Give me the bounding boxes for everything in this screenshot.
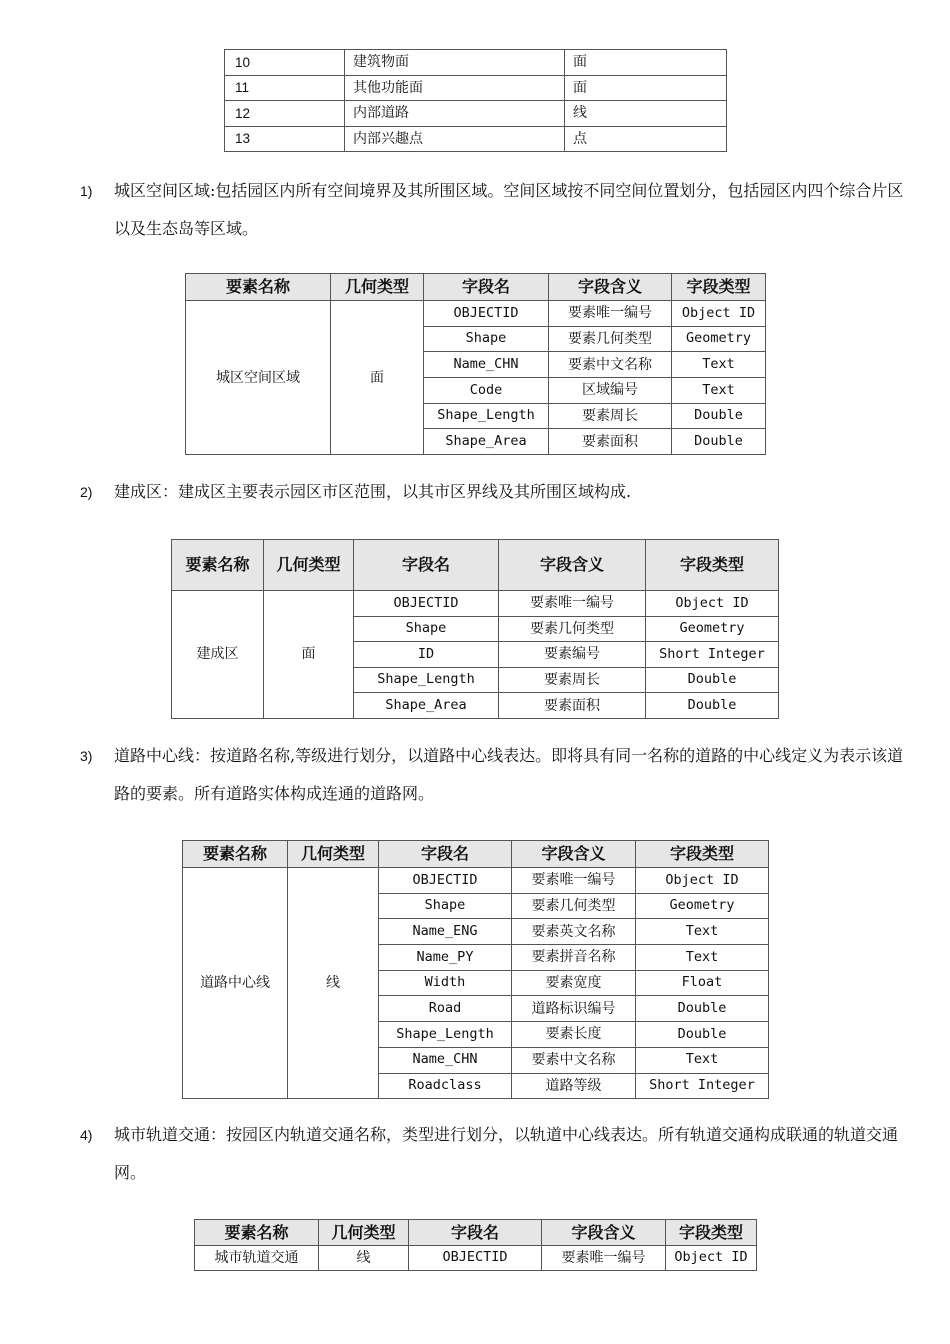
field-type-cell: Double: [646, 693, 779, 719]
field-type-cell: Short Integer: [636, 1073, 769, 1099]
feature-name: 内部兴趣点: [345, 126, 565, 152]
table-row: [186, 301, 766, 327]
field-meaning-cell: 要素编号: [499, 642, 646, 668]
field-name-cell: Shape_Length: [354, 667, 499, 693]
field-name-cell: Code: [424, 378, 549, 404]
header-field-type: 字段类型: [646, 540, 779, 591]
field-type-cell: Text: [636, 1047, 769, 1073]
feature-name: 其他功能面: [345, 75, 565, 101]
section-text: 建成区：建成区主要表示园区市区范围，以其市区界线及其所围区域构成.: [114, 482, 632, 501]
field-type-cell: Text: [672, 352, 766, 378]
field-name-cell: Shape: [424, 326, 549, 352]
field-type-cell: Text: [672, 378, 766, 404]
field-type-cell: Object ID: [666, 1246, 757, 1271]
header-row: [186, 274, 766, 301]
schema-table-3: [182, 840, 769, 1099]
header-geometry-type: 几何类型: [288, 841, 379, 868]
table-row: [225, 126, 727, 152]
geometry-type: 线: [565, 101, 727, 127]
header-feature-name: 要素名称: [183, 841, 288, 868]
header-feature-name: 要素名称: [186, 274, 331, 301]
header-geometry-type: 几何类型: [319, 1220, 409, 1246]
feature-name: 建筑物面: [345, 50, 565, 76]
header-field-name: 字段名: [379, 841, 512, 868]
field-type-cell: Text: [636, 919, 769, 945]
field-name-cell: Width: [379, 970, 512, 996]
field-meaning-cell: 要素唯一编号: [512, 868, 636, 894]
header-field-type: 字段类型: [636, 841, 769, 868]
header-field-meaning: 字段含义: [512, 841, 636, 868]
geometry-type-cell: 面: [264, 591, 354, 719]
field-type-cell: Object ID: [636, 868, 769, 894]
header-field-type: 字段类型: [666, 1220, 757, 1246]
header-geometry-type: 几何类型: [331, 274, 424, 301]
header-feature-name: 要素名称: [195, 1220, 319, 1246]
schema-table-4: [194, 1219, 757, 1271]
table-row: [195, 1246, 757, 1271]
schema-table-2: [171, 539, 779, 719]
row-index: 11: [225, 75, 345, 101]
field-name-cell: Name_CHN: [424, 352, 549, 378]
field-type-cell: Double: [636, 996, 769, 1022]
field-name-cell: Shape_Length: [424, 403, 549, 429]
field-name-cell: Name_PY: [379, 945, 512, 971]
feature-name: 内部道路: [345, 101, 565, 127]
section-number: 3): [80, 748, 93, 764]
section-text: 城区空间区域:包括园区内所有空间境界及其所围区域。空间区域按不同空间位置划分，包括园区内四个综合片区以及生态岛等区域。: [114, 181, 904, 238]
schema-body: [195, 1246, 757, 1271]
header-row: [183, 841, 769, 868]
schema-body: [172, 591, 779, 719]
schema-body: [183, 868, 769, 1099]
field-name-cell: Shape: [354, 616, 499, 642]
field-type-cell: Double: [672, 403, 766, 429]
section-text: 城市轨道交通：按园区内轨道交通名称，类型进行划分，以轨道中心线表达。所有轨道交通构成联通的轨道交通网。: [114, 1125, 899, 1182]
field-name-cell: Shape_Area: [424, 429, 549, 455]
field-meaning-cell: 要素几何类型: [549, 326, 672, 352]
field-name-cell: Name_ENG: [379, 919, 512, 945]
feature-name-cell: 道路中心线: [183, 868, 288, 1099]
header-field-name: 字段名: [354, 540, 499, 591]
field-type-cell: Object ID: [672, 301, 766, 327]
header-field-meaning: 字段含义: [549, 274, 672, 301]
header-feature-name: 要素名称: [172, 540, 264, 591]
field-meaning-cell: 区域编号: [549, 378, 672, 404]
feature-name-cell: 城市轨道交通: [195, 1246, 319, 1271]
field-name-cell: OBJECTID: [354, 591, 499, 617]
header-field-meaning: 字段含义: [499, 540, 646, 591]
field-name-cell: OBJECTID: [424, 301, 549, 327]
section-number: 4): [80, 1127, 93, 1143]
field-type-cell: Geometry: [646, 616, 779, 642]
field-type-cell: Short Integer: [646, 642, 779, 668]
field-name-cell: OBJECTID: [409, 1246, 542, 1271]
header-field-meaning: 字段含义: [542, 1220, 666, 1246]
section-number: 2): [80, 484, 93, 500]
feature-name-cell: 建成区: [172, 591, 264, 719]
geometry-type-cell: 线: [319, 1246, 409, 1271]
row-index: 10: [225, 50, 345, 76]
geometry-type: 面: [565, 75, 727, 101]
schema-table-1: [185, 273, 766, 455]
geometry-type-cell: 面: [331, 301, 424, 455]
header-field-name: 字段名: [409, 1220, 542, 1246]
header-field-type: 字段类型: [672, 274, 766, 301]
field-name-cell: Shape_Area: [354, 693, 499, 719]
field-meaning-cell: 要素几何类型: [499, 616, 646, 642]
header-field-name: 字段名: [424, 274, 549, 301]
row-index: 12: [225, 101, 345, 127]
field-meaning-cell: 道路标识编号: [512, 996, 636, 1022]
field-name-cell: Name_CHN: [379, 1047, 512, 1073]
field-meaning-cell: 要素中文名称: [512, 1047, 636, 1073]
feature-list-table: [224, 49, 727, 152]
field-meaning-cell: 要素面积: [549, 429, 672, 455]
table-row: [183, 868, 769, 894]
table-row: [172, 591, 779, 617]
field-meaning-cell: 要素英文名称: [512, 919, 636, 945]
geometry-type: 面: [565, 50, 727, 76]
field-meaning-cell: 要素拼音名称: [512, 945, 636, 971]
field-type-cell: Geometry: [672, 326, 766, 352]
table-row: [225, 50, 727, 76]
field-meaning-cell: 要素周长: [499, 667, 646, 693]
geometry-type-cell: 线: [288, 868, 379, 1099]
field-meaning-cell: 要素唯一编号: [499, 591, 646, 617]
geometry-type: 点: [565, 126, 727, 152]
feature-list-body: [225, 50, 727, 152]
header-row: [195, 1220, 757, 1246]
field-name-cell: Shape_Length: [379, 1022, 512, 1048]
field-meaning-cell: 要素唯一编号: [542, 1246, 666, 1271]
field-name-cell: Shape: [379, 893, 512, 919]
field-type-cell: Geometry: [636, 893, 769, 919]
header-row: [172, 540, 779, 591]
table-row: [225, 101, 727, 127]
header-geometry-type: 几何类型: [264, 540, 354, 591]
field-name-cell: OBJECTID: [379, 868, 512, 894]
field-meaning-cell: 要素宽度: [512, 970, 636, 996]
field-meaning-cell: 要素面积: [499, 693, 646, 719]
field-type-cell: Double: [672, 429, 766, 455]
field-type-cell: Double: [646, 667, 779, 693]
field-meaning-cell: 要素周长: [549, 403, 672, 429]
field-meaning-cell: 道路等级: [512, 1073, 636, 1099]
section-number: 1): [80, 183, 93, 199]
table-row: [225, 75, 727, 101]
field-name-cell: Road: [379, 996, 512, 1022]
feature-name-cell: 城区空间区域: [186, 301, 331, 455]
field-type-cell: Double: [636, 1022, 769, 1048]
row-index: 13: [225, 126, 345, 152]
schema-body: [186, 301, 766, 455]
field-name-cell: ID: [354, 642, 499, 668]
section-text: 道路中心线：按道路名称,等级进行划分，以道路中心线表达。即将具有同一名称的道路的中心线定义为表示该道路的要素。所有道路实体构成连通的道路网。: [114, 746, 904, 803]
field-meaning-cell: 要素几何类型: [512, 893, 636, 919]
field-type-cell: Float: [636, 970, 769, 996]
field-meaning-cell: 要素中文名称: [549, 352, 672, 378]
field-meaning-cell: 要素长度: [512, 1022, 636, 1048]
field-type-cell: Text: [636, 945, 769, 971]
field-type-cell: Object ID: [646, 591, 779, 617]
field-name-cell: Roadclass: [379, 1073, 512, 1099]
field-meaning-cell: 要素唯一编号: [549, 301, 672, 327]
